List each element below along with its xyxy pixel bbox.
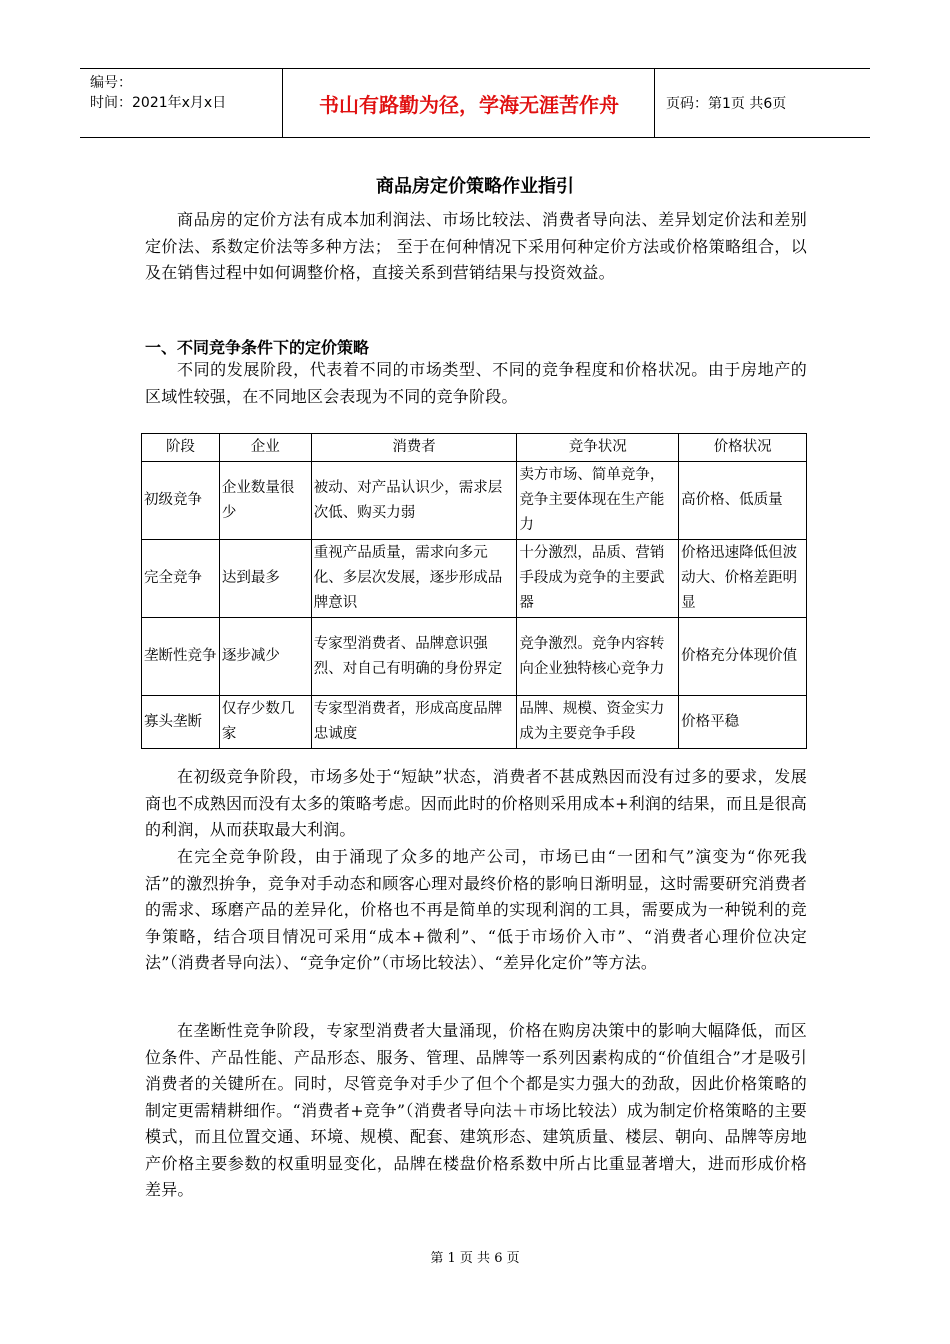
table-cell: 企业数量很少 [219,462,311,540]
table-cell: 被动、对产品认识少，需求层次低、购买力弱 [311,462,517,540]
table-row [142,618,807,696]
table-row [142,540,807,618]
table-header-cell: 竞争状况 [517,434,679,462]
section-heading: 一、不同竞争条件下的定价策略 [145,338,370,357]
table-cell: 价格充分体现价值 [679,618,807,696]
body-paragraph: 在垄断性竞争阶段，专家型消费者大量涌现，价格在购房决策中的影响大幅降低，而区位条件、产品性能、产品形态、服务、管理、品牌等一系列因素构成的“价值组合”才是吸引消费者的关键所在。同时，尽管竞争对手少了但个个都是实力强大的劲敌，因此价格策略的制定更需精耕细作。“消费者+竞争”（消费者导向法＋市场比较法）成为制定价格策略的主要模式，而且位置交通、环境、规模、配套、建筑形态、建筑质量、楼层、朝向、品牌等房地产价格主要参数的权重明显变化，品牌在楼盘价格系数中所占比重显著增大，进而形成价格差异。 [145,1021,807,1199]
table-cell: 竞争激烈。竞争内容转向企业独特核心竞争力 [517,618,679,696]
competition-table [141,433,807,749]
body-paragraph: 在初级竞争阶段，市场多处于“短缺”状态，消费者不甚成熟因而没有过多的要求，发展商也不成熟因而没有太多的策略考虑。因而此时的价格则采用成本+利润的结果，而且是很高的利润，从而获取最大利润。 [145,767,807,839]
table-cell: 仅存少数几家 [219,696,311,749]
table-cell: 逐步减少 [219,618,311,696]
time-label: 时间：2021年x月x日 [90,95,227,111]
table-cell: 十分激烈，品质、营销手段成为竞争的主要武器 [517,540,679,618]
table-header-cell: 价格状况 [679,434,807,462]
table-cell: 品牌、规模、资金实力成为主要竞争手段 [517,696,679,749]
body-paragraph: 在完全竞争阶段，由于涌现了众多的地产公司，市场已由“一团和气”演变为“你死我活”的激烈拚争，竞争对手动态和顾客心理对最终价格的影响日渐明显，这时需要研究消费者的需求、琢磨产品的差异化，价格也不再是简单的实现利润的工具，需要成为一种锐利的竞争策略，结合项目情况可采用“成本+微利”、“低于市场价入市”、“消费者心理价位决定法”（消费者导向法）、“竞争定价”（市场比较法）、“差异化定价”等方法。 [145,847,807,972]
intro-paragraph: 商品房的定价方法有成本加利润法、市场比较法、消费者导向法、差异划定价法和差别定价法、系数定价法等多种方法； 至于在何种情况下采用何种定价方法或价格策略组合，以及在销售过程中如何调整价格，直接关系到营销结果与投资效益。 [145,210,807,282]
header-page-info: 页码：第1页 共6页 [666,96,787,112]
header-motto: 书山有路勤为径，学海无涯苦作舟 [284,69,655,137]
table-cell: 完全竞争 [142,540,220,618]
table-cell: 卖方市场、简单竞争，竞争主要体现在生产能力 [517,462,679,540]
table-cell: 高价格、低质量 [679,462,807,540]
section-intro: 不同的发展阶段，代表着不同的市场类型、不同的竞争程度和价格状况。由于房地产的区域性较强，在不同地区会表现为不同的竞争阶段。 [145,360,807,406]
table-cell: 初级竞争 [142,462,220,540]
table-row [142,462,807,540]
table-cell: 价格平稳 [679,696,807,749]
table-header-cell: 消费者 [311,434,517,462]
table-cell: 达到最多 [219,540,311,618]
document-title: 商品房定价策略作业指引 [376,176,574,197]
code-label: 编号： [90,75,132,91]
table-row [142,696,807,749]
table-header-cell: 企业 [219,434,311,462]
table-cell: 重视产品质量，需求向多元化、多层次发展，逐步形成品牌意识 [311,540,517,618]
table-cell: 价格迅速降低但波动大、价格差距明显 [679,540,807,618]
table-header-row [142,434,807,462]
table-cell: 垄断性竞争 [142,618,220,696]
table-header-cell: 阶段 [142,434,220,462]
table-cell: 专家型消费者、品牌意识强烈、对自己有明确的身份界定 [311,618,517,696]
table-cell: 专家型消费者，形成高度品牌忠诚度 [311,696,517,749]
header-bar [80,68,870,138]
page-footer: 第 1 页 共 6 页 [430,1251,520,1266]
header-meta [80,69,283,137]
table-cell: 寡头垄断 [142,696,220,749]
